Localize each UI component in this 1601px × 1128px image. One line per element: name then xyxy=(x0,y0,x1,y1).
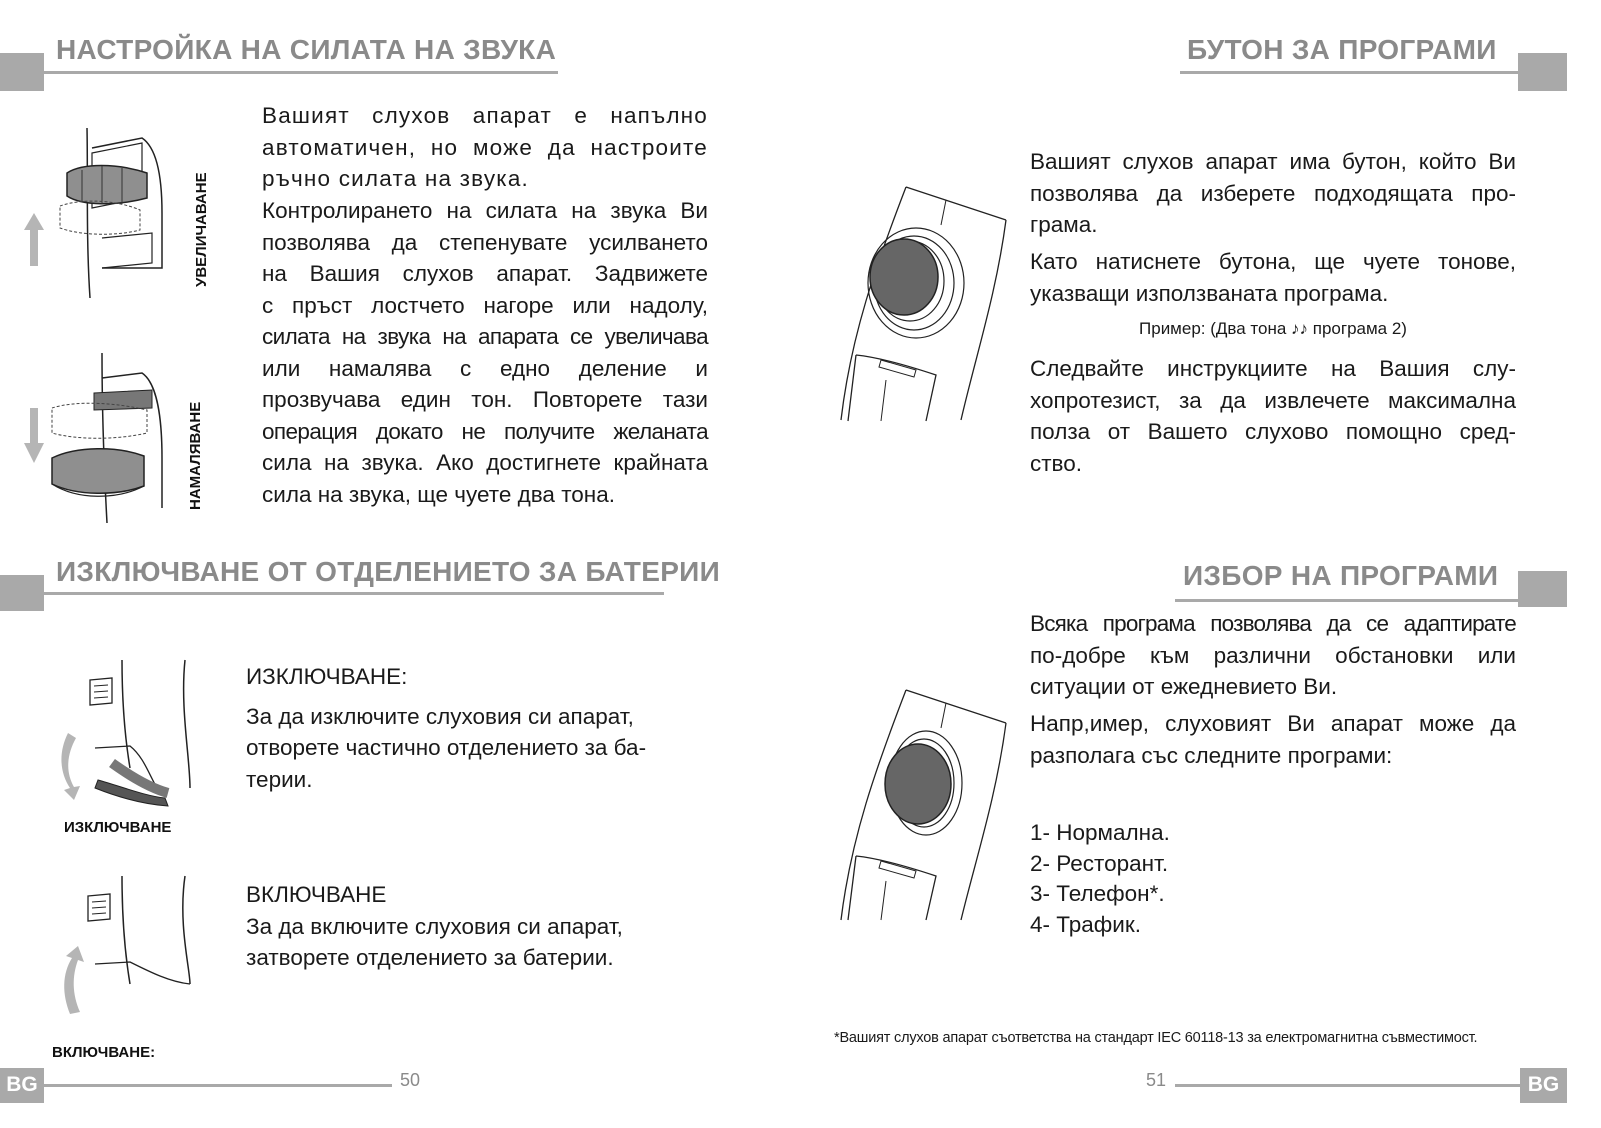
text-line: терии. xyxy=(246,766,313,792)
volume-control-text xyxy=(262,195,708,510)
program-example: Пример: (Два тона ♪♪ програма 2) xyxy=(1139,319,1407,338)
volume-intro-text xyxy=(262,100,708,195)
section-rule-volume xyxy=(44,71,558,74)
program-button-p2 xyxy=(1030,246,1516,309)
section-tab-volume xyxy=(0,53,44,91)
label-off: ИЗКЛЮЧВАНЕ xyxy=(64,819,172,836)
text-line: Вашият слухов апарат има бутон, който Ви xyxy=(1030,149,1516,174)
label-increase: УВЕЛИЧАВАНЕ xyxy=(193,172,210,287)
text-line: Следвайте инструкциите на Вашия слу- xyxy=(1030,356,1516,381)
text-line: или намалява с едно деление и xyxy=(262,355,708,381)
text-line: За да изключите слуховия си апарат, xyxy=(246,703,634,729)
text-line: указващи използваната програма. xyxy=(1030,280,1389,306)
text-line: силата на звука на апарата се увеличава xyxy=(262,324,708,349)
text-line: хопротезист, за да извлечете максимална xyxy=(1030,387,1516,413)
section-rule-battery xyxy=(44,592,664,595)
text-line: ситуации от ежедневието Ви. xyxy=(1030,674,1338,699)
text-line: Като натиснете бутона, ще чуете тонове, xyxy=(1030,249,1516,274)
battery-off-heading: ИЗКЛЮЧВАНЕ: xyxy=(246,664,408,689)
text-line: Вашият слухов апарат е напълно xyxy=(262,103,708,128)
program-list-item: 4- Трафик. xyxy=(1030,911,1141,937)
lang-badge-right: BG xyxy=(1520,1068,1567,1103)
label-decrease: НАМАЛЯВАНЕ xyxy=(187,401,204,510)
section-title-program-button: БУТОН ЗА ПРОГРАМИ xyxy=(1187,34,1497,65)
text-line: Контролирането на силата на звука Ви xyxy=(262,198,708,223)
section-tab-battery xyxy=(0,575,44,611)
text-line: по-добре към различни обстановки или xyxy=(1030,642,1516,668)
battery-on-block xyxy=(246,879,686,974)
section-tab-program-button xyxy=(1518,53,1567,91)
text-line: сила на звука. Ако достигнете крайната xyxy=(262,450,708,475)
program-list-item: 3- Телефон*. xyxy=(1030,881,1165,906)
footer-rule-right xyxy=(1175,1084,1520,1087)
volume-down-illustration xyxy=(22,348,202,528)
text-line: с пръст лостчето нагоре или надолу, xyxy=(262,292,708,318)
page-number-left: 50 xyxy=(400,1070,421,1090)
footnote: *Вашият слухов апарат съответства на стандарт IEC 60118-13 за електромагнитна съвместимост. xyxy=(834,1030,1478,1046)
section-title-volume: НАСТРОЙКА НА СИЛАТА НА ЗВУКА xyxy=(56,34,557,65)
section-tab-program-select xyxy=(1518,571,1567,607)
text-line: Всяка програма позволява да се адаптирате xyxy=(1030,611,1516,636)
page-number-right: 51 xyxy=(1146,1070,1167,1090)
text-line: сила на звука, ще чуете два тона. xyxy=(262,481,615,507)
battery-off-illustration xyxy=(50,658,200,808)
text-line: на Вашия слухов апарат. Задвижете xyxy=(262,261,708,286)
text-line: прозвучава един тон. Повторете тази xyxy=(262,387,708,412)
battery-off-block xyxy=(246,661,686,795)
volume-up-illustration xyxy=(22,118,202,308)
text-line: ръчно силата на звука. xyxy=(262,166,529,191)
text-line: затворете отделението за батерии. xyxy=(246,945,614,970)
section-title-battery: ИЗКЛЮЧВАНЕ ОТ ОТДЕЛЕНИЕТО ЗА БАТЕРИИ xyxy=(56,556,721,587)
text-line: разполага със следните програми: xyxy=(1030,742,1393,768)
text-line: автоматичен, но може да настроите xyxy=(262,134,708,160)
text-line: Напр,имер, слуховият Ви апарат може да xyxy=(1030,711,1516,736)
text-line: операция докато не получите желаната xyxy=(262,418,708,444)
program-button-p3 xyxy=(1030,353,1516,479)
program-list-item: 2- Ресторант. xyxy=(1030,850,1169,876)
text-line: За да включите слуховия си апарат, xyxy=(246,913,623,939)
program-select-p1 xyxy=(1030,608,1516,703)
program-list-item: 1- Нормална. xyxy=(1030,820,1170,845)
program-select-illustration xyxy=(836,688,1026,923)
lang-badge-left: BG xyxy=(0,1068,44,1103)
program-button-p1 xyxy=(1030,146,1516,241)
program-select-p2 xyxy=(1030,708,1516,771)
text-line: ство. xyxy=(1030,450,1083,476)
text-line: грама. xyxy=(1030,212,1098,237)
section-rule-program-select xyxy=(1175,599,1520,602)
footer-rule-left xyxy=(44,1084,392,1087)
text-line: отворете частично отделението за ба- xyxy=(246,735,647,760)
text-line: позволява да степенувате усилването xyxy=(262,229,708,255)
battery-on-illustration xyxy=(50,874,200,1024)
label-on: ВКЛЮЧВАНЕ: xyxy=(52,1044,156,1061)
battery-on-heading: ВКЛЮЧВАНЕ xyxy=(246,882,387,907)
text-line: полза от Вашето слухово помощно сред- xyxy=(1030,419,1516,444)
program-list xyxy=(1030,818,1516,940)
program-button-illustration xyxy=(836,185,1026,425)
section-title-program-select: ИЗБОР НА ПРОГРАМИ xyxy=(1183,560,1499,591)
text-line: позволява да изберете подходящата про- xyxy=(1030,180,1516,206)
section-rule-program-button xyxy=(1180,71,1520,74)
